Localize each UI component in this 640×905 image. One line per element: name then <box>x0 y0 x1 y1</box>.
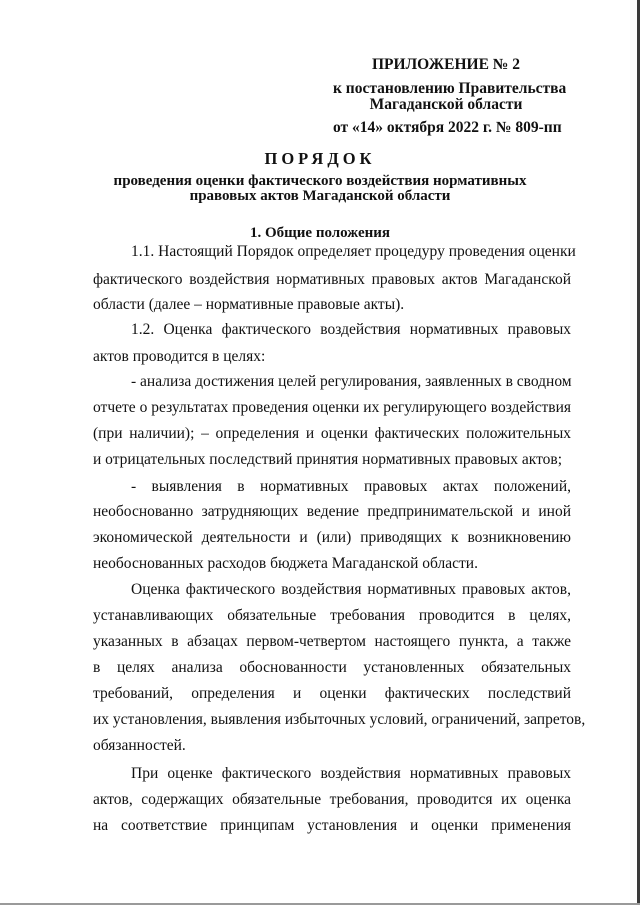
paragraph-line: (при наличии); – определения и оценки фактических положительных <box>93 425 571 442</box>
paragraph-line: - анализа достижения целей регулирования, заявленных в сводном <box>131 373 572 390</box>
paragraph-line: 1.1. Настоящий Порядок определяет процедуру проведения оценки <box>131 243 576 260</box>
appendix-label: ПРИЛОЖЕНИЕ № 2 <box>372 56 520 73</box>
resolution-label: к постановлению Правительства <box>333 80 567 97</box>
paragraph-line: отчете о результатах проведения оценки их регулирующего воздействия <box>93 399 571 416</box>
paragraph-line: обязанностей. <box>93 737 186 754</box>
resolution-date-number: от «14» октября 2022 г. № 809-пп <box>333 119 562 136</box>
paragraph-line: необоснованно затрудняющих ведение предпринимательской и иной <box>93 503 571 520</box>
paragraph-line: области (далее – нормативные правовые акты). <box>93 296 405 313</box>
paragraph-line: Оценка фактического воздействия нормативных правовых актов, <box>131 581 571 598</box>
paragraph-line: 1.2. Оценка фактического воздействия нормативных правовых <box>131 321 571 338</box>
paragraph-line: фактического воздействия нормативных правовых актов Магаданской <box>93 271 571 288</box>
paragraph-line: и отрицательных последствий принятия нормативных правовых актов; <box>93 451 563 468</box>
section-heading: 1. Общие положения <box>249 225 391 241</box>
paragraph-line: указанных в абзацах первом-четвертом настоящего пункта, а также <box>93 633 571 650</box>
paragraph-line: актов проводится в целях: <box>93 348 266 365</box>
document-title: ПОРЯДОК <box>264 149 376 168</box>
paragraph-line: актов, содержащих обязательные требования, проводится их оценка <box>93 791 571 808</box>
paragraph-line: в целях анализа обоснованности установленных обязательных <box>93 659 571 676</box>
subtitle-line-2: правовых актов Магаданской области <box>189 188 451 204</box>
paragraph-line: необоснованных расходов бюджета Магаданской области. <box>93 555 478 572</box>
paragraph-line: - выявления в нормативных правовых актах положений, <box>131 478 571 495</box>
paragraph-line: на соответствие принципам установления и оценки применения <box>93 817 571 834</box>
paragraph-line: При оценке фактического воздействия нормативных правовых <box>131 765 571 782</box>
subtitle-line-1: проведения оценки фактического воздействия нормативных <box>113 173 527 189</box>
paragraph-line: экономической деятельности и (или) приводящих к возникновению <box>93 529 571 546</box>
region-label: Магаданской области <box>369 96 523 113</box>
paragraph-line: их установления, выявления избыточных условий, ограничений, запретов, <box>93 711 586 728</box>
paragraph-line: устанавливающих обязательные требования проводится в целях, <box>93 607 571 624</box>
paragraph-line: требований, определения и оценки фактических последствий <box>93 685 571 702</box>
